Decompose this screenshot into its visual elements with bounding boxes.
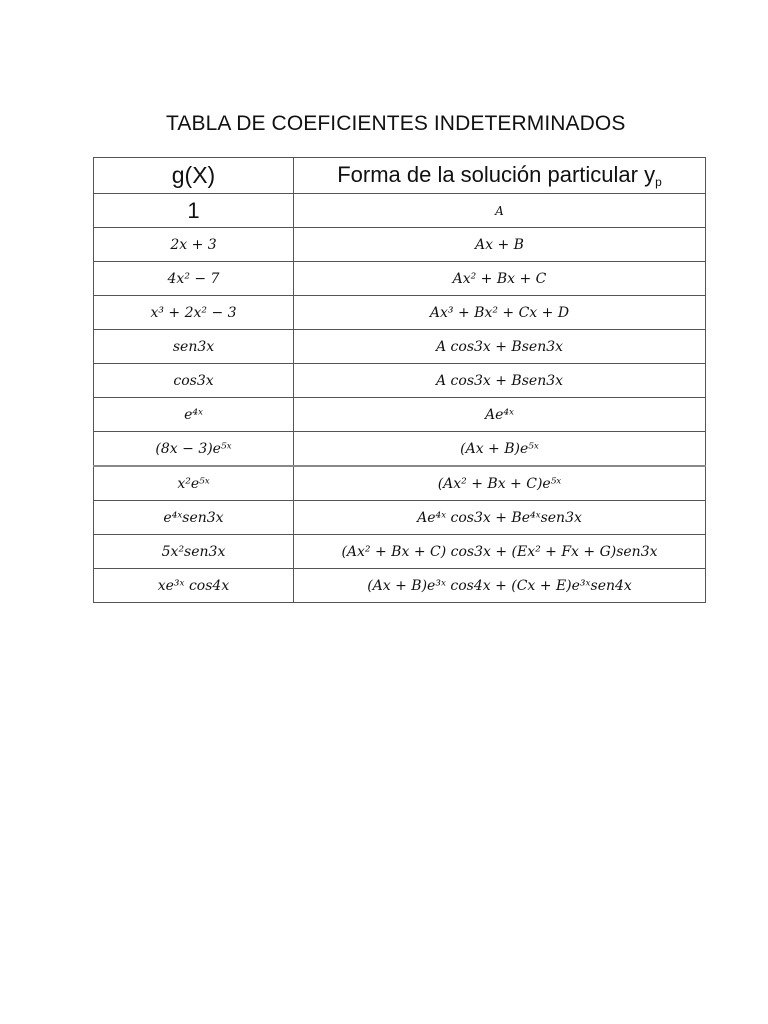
g-cell: cos3x bbox=[94, 364, 294, 398]
g-cell: x³ + 2x² − 3 bbox=[94, 296, 294, 330]
g-cell: sen3x bbox=[94, 330, 294, 364]
yp-cell: (Ax + B)e³ˣ cos4x + (Cx + E)e³ˣsen4x bbox=[294, 569, 706, 603]
table-row bbox=[94, 330, 706, 364]
g-cell: 2x + 3 bbox=[94, 228, 294, 262]
table-header-row bbox=[94, 158, 706, 194]
g-cell: e⁴ˣ bbox=[94, 398, 294, 432]
header-gx: g(X) bbox=[94, 158, 294, 194]
yp-cell: Ax + B bbox=[294, 228, 706, 262]
table-row bbox=[94, 501, 706, 535]
table-row bbox=[94, 466, 706, 501]
table-row bbox=[94, 228, 706, 262]
yp-cell: A bbox=[294, 194, 706, 228]
g-cell: x²e⁵ˣ bbox=[94, 466, 294, 501]
table-row bbox=[94, 364, 706, 398]
yp-cell: (Ax² + Bx + C) cos3x + (Ex² + Fx + G)sen3x bbox=[294, 535, 706, 569]
header-particular-solution bbox=[294, 158, 706, 194]
yp-cell: (Ax + B)e⁵ˣ bbox=[294, 432, 706, 467]
g-cell: (8x − 3)e⁵ˣ bbox=[94, 432, 294, 467]
yp-cell: Ae⁴ˣ cos3x + Be⁴ˣsen3x bbox=[294, 501, 706, 535]
yp-cell: Ax³ + Bx² + Cx + D bbox=[294, 296, 706, 330]
header-particular-solution-text: Forma de la solución particular y bbox=[337, 162, 656, 187]
yp-cell: Ae⁴ˣ bbox=[294, 398, 706, 432]
header-subscript: p bbox=[655, 175, 662, 189]
table-row bbox=[94, 194, 706, 228]
yp-cell: A cos3x + Bsen3x bbox=[294, 364, 706, 398]
g-cell: xe³ˣ cos4x bbox=[94, 569, 294, 603]
page-title: TABLA DE COEFICIENTES INDETERMINADOS bbox=[166, 112, 626, 135]
table-row bbox=[94, 296, 706, 330]
table-row bbox=[94, 535, 706, 569]
table-row bbox=[94, 569, 706, 603]
g-cell: 4x² − 7 bbox=[94, 262, 294, 296]
table-row bbox=[94, 398, 706, 432]
g-cell: 5x²sen3x bbox=[94, 535, 294, 569]
coefficients-table bbox=[93, 157, 706, 603]
yp-cell: (Ax² + Bx + C)e⁵ˣ bbox=[294, 466, 706, 501]
yp-cell: A cos3x + Bsen3x bbox=[294, 330, 706, 364]
yp-cell: Ax² + Bx + C bbox=[294, 262, 706, 296]
table-row bbox=[94, 262, 706, 296]
table-row bbox=[94, 432, 706, 467]
g-cell: 1 bbox=[94, 194, 294, 228]
g-cell: e⁴ˣsen3x bbox=[94, 501, 294, 535]
